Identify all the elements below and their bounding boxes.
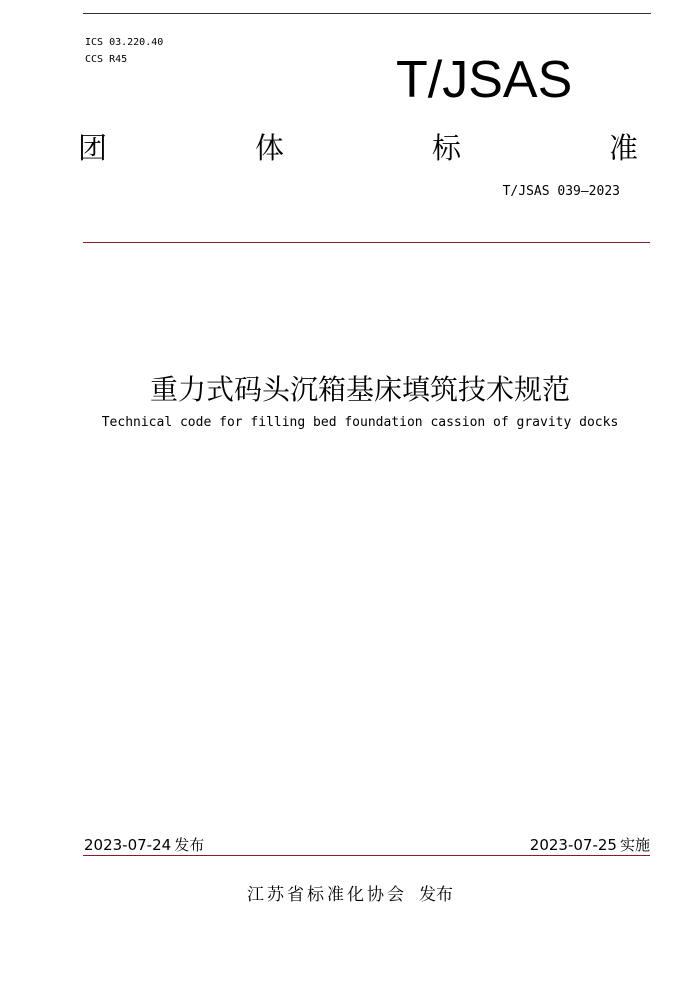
standard-type-char-3: 标 <box>431 131 461 165</box>
header-divider <box>83 242 650 243</box>
title-english: Technical code for filling bed foundation cassion of gravity docks <box>101 415 619 430</box>
footer-divider <box>83 855 650 856</box>
standard-type <box>78 128 638 168</box>
ccs-code: CCS R45 <box>85 54 128 65</box>
implementation-date-value: 2023-07-25 <box>529 836 617 854</box>
release-date-value: 2023-07-24 <box>84 836 172 854</box>
release-date <box>84 835 204 855</box>
release-date-label: 发布 <box>174 836 205 854</box>
standard-number: T/JSAS 039—2023 <box>502 184 620 199</box>
issuer-label: 发布 <box>419 885 453 905</box>
standard-type-char-2: 体 <box>254 131 284 165</box>
organization-code: T/JSAS <box>396 51 573 109</box>
title-chinese: 重力式码头沉箱基床填筑技术规范 <box>149 373 570 406</box>
implementation-date-label: 实施 <box>619 836 650 854</box>
ics-code: ICS 03.220.40 <box>85 37 164 48</box>
top-divider <box>83 13 651 14</box>
standard-type-char-1: 团 <box>78 131 108 165</box>
issuer-name: 江苏省标准化协会 <box>247 885 407 905</box>
implementation-date <box>530 835 650 855</box>
standard-type-char-4: 准 <box>608 131 638 165</box>
issuer <box>0 882 700 908</box>
